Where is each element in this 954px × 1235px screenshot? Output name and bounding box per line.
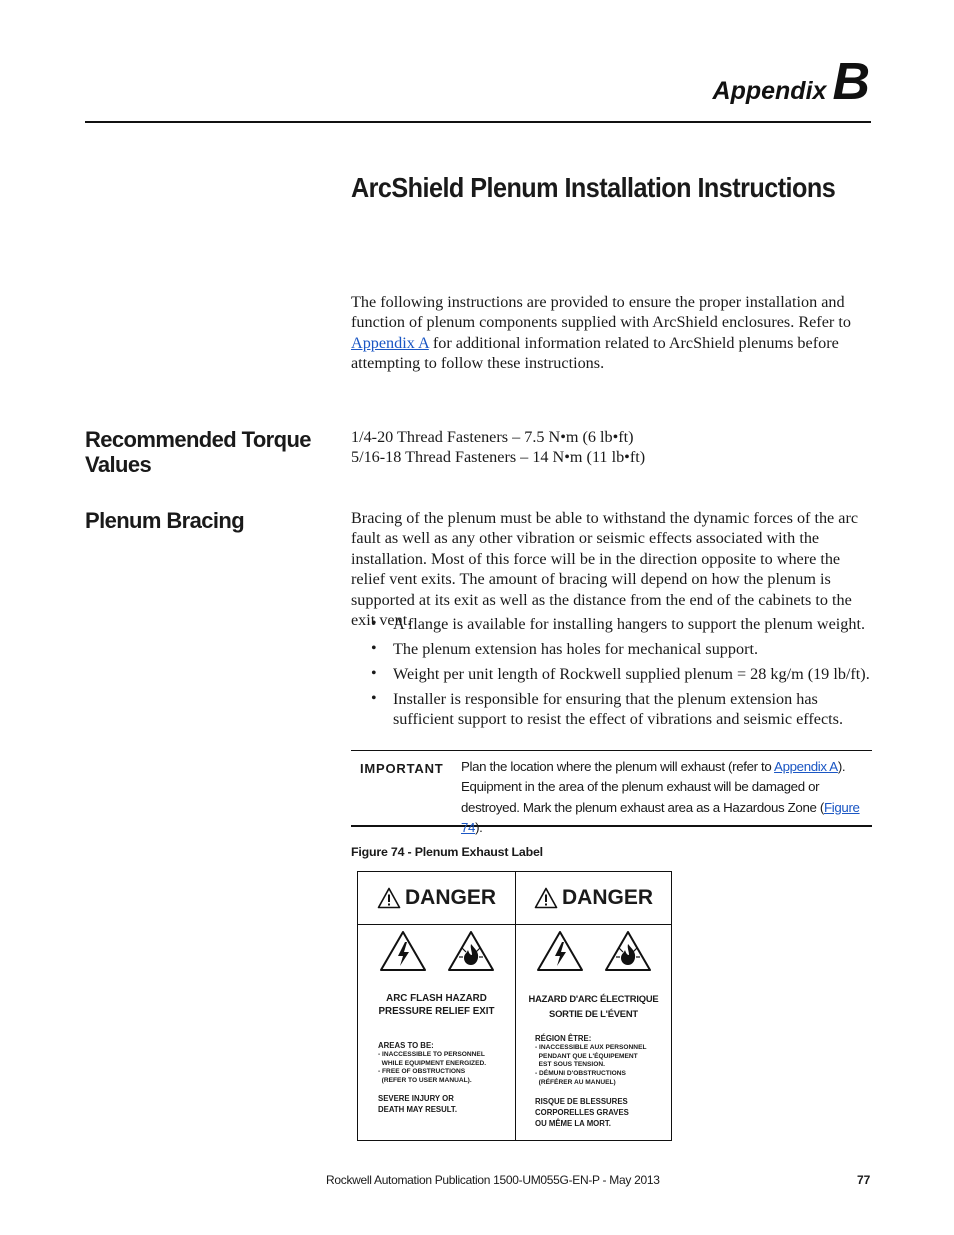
torque-line-2: 5/16-18 Thread Fasteners – 14 N•m (11 lb•ft) <box>351 448 646 467</box>
label-title-line-1: HAZARD D'ARC ÉLECTRIQUE <box>528 993 659 1004</box>
electrical-shock-hazard-icon <box>379 930 427 972</box>
figure-74-link[interactable]: Figure 74 <box>461 799 860 836</box>
appendix-letter: B <box>832 53 870 111</box>
bracing-bullet-list <box>351 614 871 734</box>
label-areas-heading: RÉGION ÊTRE: <box>535 1034 592 1043</box>
fire-hazard-icon <box>447 930 495 972</box>
label-title <box>515 992 672 1020</box>
list-item: • A flange is available for installing hangers to support the plenum weight. <box>351 614 871 634</box>
intro-text-1: The following instructions are provided to ensure the proper installation and function of plenum components supplied with ArcShield enclosures. Refer to <box>351 293 851 332</box>
warning-triangle-icon <box>534 887 558 909</box>
bracing-heading: Plenum Bracing <box>85 508 245 533</box>
important-label: IMPORTANT <box>360 761 444 776</box>
label-areas-heading: AREAS TO BE: <box>378 1041 434 1050</box>
danger-header <box>358 872 515 925</box>
important-text-3: ). <box>475 820 483 836</box>
label-english-column <box>358 872 516 1140</box>
label-areas-list: - INACCESSIBLE AUX PERSONNEL PENDANT QUE L'ÉQUIPEMENT EST SOUS TENSION. - DÉMUNI D'OBSTRUCTIONS (RÉFÉRER AU MANUEL) <box>535 1044 647 1086</box>
list-item: • Weight per unit length of Rockwell supplied plenum = 28 kg/m (19 lb/ft). <box>351 664 871 684</box>
electrical-shock-hazard-icon <box>536 930 584 972</box>
intro-text-2: for additional information related to ArcShield plenums before attempting to follow these instructions. <box>351 333 839 373</box>
important-box <box>351 750 872 836</box>
warning-triangle-icon <box>377 887 401 909</box>
label-areas-list: - INACCESSIBLE TO PERSONNEL WHILE EQUIPMENT ENERGIZED. - FREE OF OBSTRUCTIONS (REFER TO USER MANUAL). <box>378 1051 487 1085</box>
bracing-paragraph: Bracing of the plenum must be able to withstand the dynamic forces of the arc fault as well as any other vibration or seismic effects associated with the installation. Most of this force will be in the direction opposite to where the relief vent exits. The amount of bracing will depend on how the plenum is supported at its exit as well as the distance from the end of the cabinets to the exit vent. <box>351 509 859 630</box>
hazard-icons <box>515 930 672 972</box>
danger-text: DANGER <box>561 886 653 909</box>
list-item: • The plenum extension has holes for mechanical support. <box>351 639 871 659</box>
label-title-line-2: PRESSURE RELIEF EXIT <box>378 1006 495 1017</box>
torque-line-1: 1/4-20 Thread Fasteners – 7.5 N•m (6 lb•ft) <box>351 428 634 446</box>
torque-values <box>351 427 871 468</box>
important-text-2: ). Equipment in the area of the plenum exhaust will be damaged or destroyed. Mark the plenum exhaust area as a Hazardous Zone ( <box>461 759 846 815</box>
danger-header <box>515 872 672 925</box>
page-number: 77 <box>857 1173 871 1187</box>
header-rule <box>85 121 871 123</box>
page-title: ArcShield Plenum Installation Instructions <box>351 172 836 203</box>
footer-publication: Rockwell Automation Publication 1500-UM055G-EN-P - May 2013 <box>326 1173 660 1187</box>
appendix-a-link[interactable]: Appendix A <box>774 759 838 774</box>
important-text <box>461 757 873 839</box>
appendix-word: Appendix <box>712 77 827 105</box>
appendix-a-link[interactable]: Appendix A <box>351 333 429 352</box>
intro-paragraph <box>351 292 871 374</box>
label-title-line-1: ARC FLASH HAZARD <box>386 993 487 1004</box>
figure-caption: Figure 74 - Plenum Exhaust Label <box>351 845 543 859</box>
label-warning: RISQUE DE BLESSURES CORPORELLES GRAVES OU MÊME LA MORT. <box>535 1097 629 1128</box>
label-french-column <box>515 872 672 1140</box>
label-title <box>358 992 515 1018</box>
plenum-exhaust-label <box>357 871 672 1141</box>
important-text-1: Plan the location where the plenum will exhaust (refer to <box>461 759 775 774</box>
appendix-label <box>712 53 870 111</box>
torque-heading: Recommended Torque Values <box>85 427 311 477</box>
label-title-line-2: SORTIE DE L'ÉVENT <box>549 1008 638 1019</box>
list-item: • Installer is responsible for ensuring that the plenum extension has sufficient support to resist the effect of vibrations and seismic effects. <box>351 689 871 730</box>
hazard-icons <box>358 930 515 972</box>
danger-text: DANGER <box>404 886 496 909</box>
label-warning: SEVERE INJURY OR DEATH MAY RESULT. <box>378 1094 457 1114</box>
fire-hazard-icon <box>604 930 652 972</box>
